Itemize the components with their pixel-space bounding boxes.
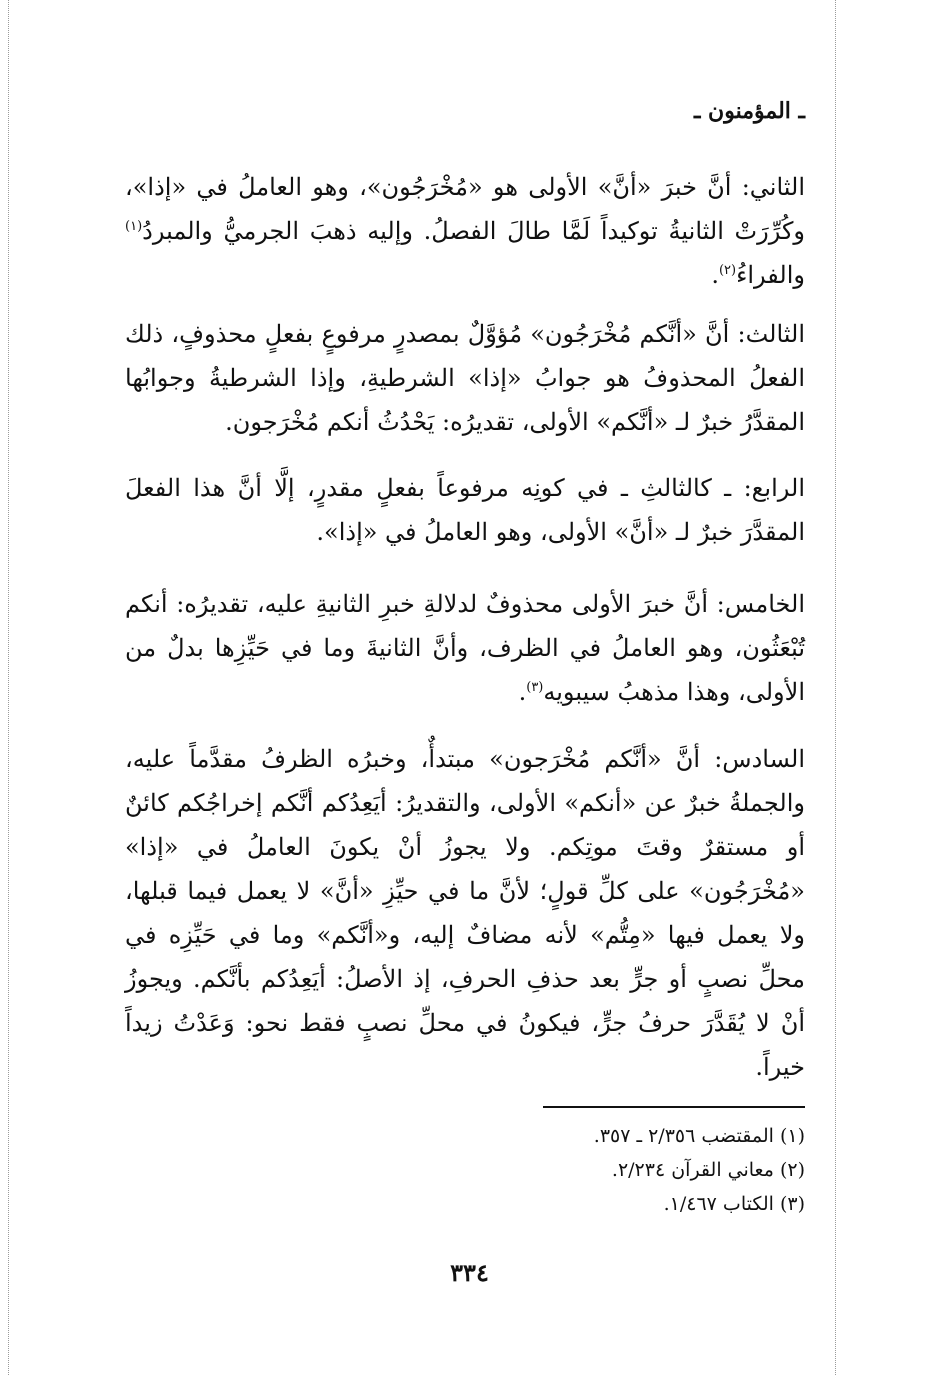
paragraph-text: السادس: أنَّ «أنَّكم مُخْرَجون» مبتدأٌ، وخبرُه الظرفُ مقدَّماً عليه، والجملةُ خبرٌ عن «أنكم» الأولى، والتقديرُ: أيَعِدُكم أنَّكم إخراجُكم كائنٌ أو مستقرٌ وقتَ موتِكم. ولا يجوزُ أنْ يكونَ العاملُ في «إذا» «مُخْرَجُون» على كلِّ قولٍ؛ لأنَّ ما في حيِّزِ «أنَّ» لا يعمل فيما قبلها، ولا يعمل فيها «مِتُّم» لأنه مضافٌ إليه، و«أنَّكم» وما في حَيِّزِه في محلِّ نصبٍ أو جرٍّ بعد حذفِ الحرفِ، إذ الأصلُ: أيَعِدُكم بأنَّكم. ويجوزُ أنْ لا يُقَدَّرَ حرفُ جرٍّ، فيكونُ في محلِّ نصبٍ فقط نحو: وَعَدْتُ زيداً خيراً.: [125, 745, 805, 1081]
footnote-marker: (٢): [718, 263, 737, 278]
paragraph-text: الخامس: أنَّ خبرَ الأولى محذوفٌ لدلالةِ خبرِ الثانيةِ عليه، تقديرُه: أنكم تُبْعَثُون، وهو العاملُ في الظرف، وأنَّ الثانيةَ وما في حَيِّزِها بدلٌ من الأولى، وهذا مذهبُ سيبويه: [125, 590, 805, 706]
footnote-separator: [543, 1106, 805, 1108]
paragraph-2: [125, 165, 805, 297]
paragraph-3: [125, 312, 805, 444]
page-number: ٣٣٤: [450, 1258, 489, 1287]
punctuation: .: [518, 678, 527, 706]
paragraph-text: الرابع: ـ كالثالثِ ـ في كونِه مرفوعاً بفعلٍ مقدرٍ، إلَّا أنَّ هذا الفعلَ المقدَّرَ خبرٌ لـ «أنَّ» الأولى، وهو العاملُ في «إذا».: [125, 474, 805, 546]
footnote-item: (١) المقتضب ٢/٣٥٦ ـ ٣٥٧.: [593, 1125, 805, 1147]
footnote-marker: (١): [125, 219, 143, 234]
paragraph-6: [125, 737, 805, 1089]
right-margin-guide: [835, 0, 836, 1375]
paragraph-5: [125, 582, 805, 714]
footnote-item: (٢) معاني القرآن ٢/٢٣٤.: [611, 1159, 805, 1181]
footnote-marker: (٣): [526, 680, 544, 695]
left-margin-guide: [8, 0, 9, 1375]
paragraph-text: الثاني: أنَّ خبرَ «أنَّ» الأولى هو «مُخْرَجُون»، وهو العاملُ في «إذا»، وكُرِّرَتْ الثانيةُ توكيداً لَمَّا طالَ الفصلُ. وإليه ذهبَ الجرميُّ والمبردُ: [125, 173, 805, 245]
punctuation: .: [711, 261, 719, 289]
footnotes: [405, 1119, 805, 1221]
footnote-item: (٣) الكتاب ١/٤٦٧.: [663, 1193, 805, 1215]
paragraph-text: الثالث: أنَّ «أنَّكم مُخْرَجُون» مُؤوَّلٌ بمصدرٍ مرفوعٍ بفعلٍ محذوفٍ، ذلك الفعلُ المحذوفُ هو جوابُ «إذا» الشرطيةِ، وإذا الشرطيةُ وجوابُها المقدَّرُ خبرٌ لـ «أنَّكم» الأولى، تقديرُه: يَحْدُثُ أنكم مُخْرَجون.: [125, 320, 805, 436]
paragraph-text: والفراءُ: [736, 261, 805, 289]
paragraph-4: [125, 466, 805, 554]
running-header: ـ المؤمنون ـ: [693, 98, 805, 124]
